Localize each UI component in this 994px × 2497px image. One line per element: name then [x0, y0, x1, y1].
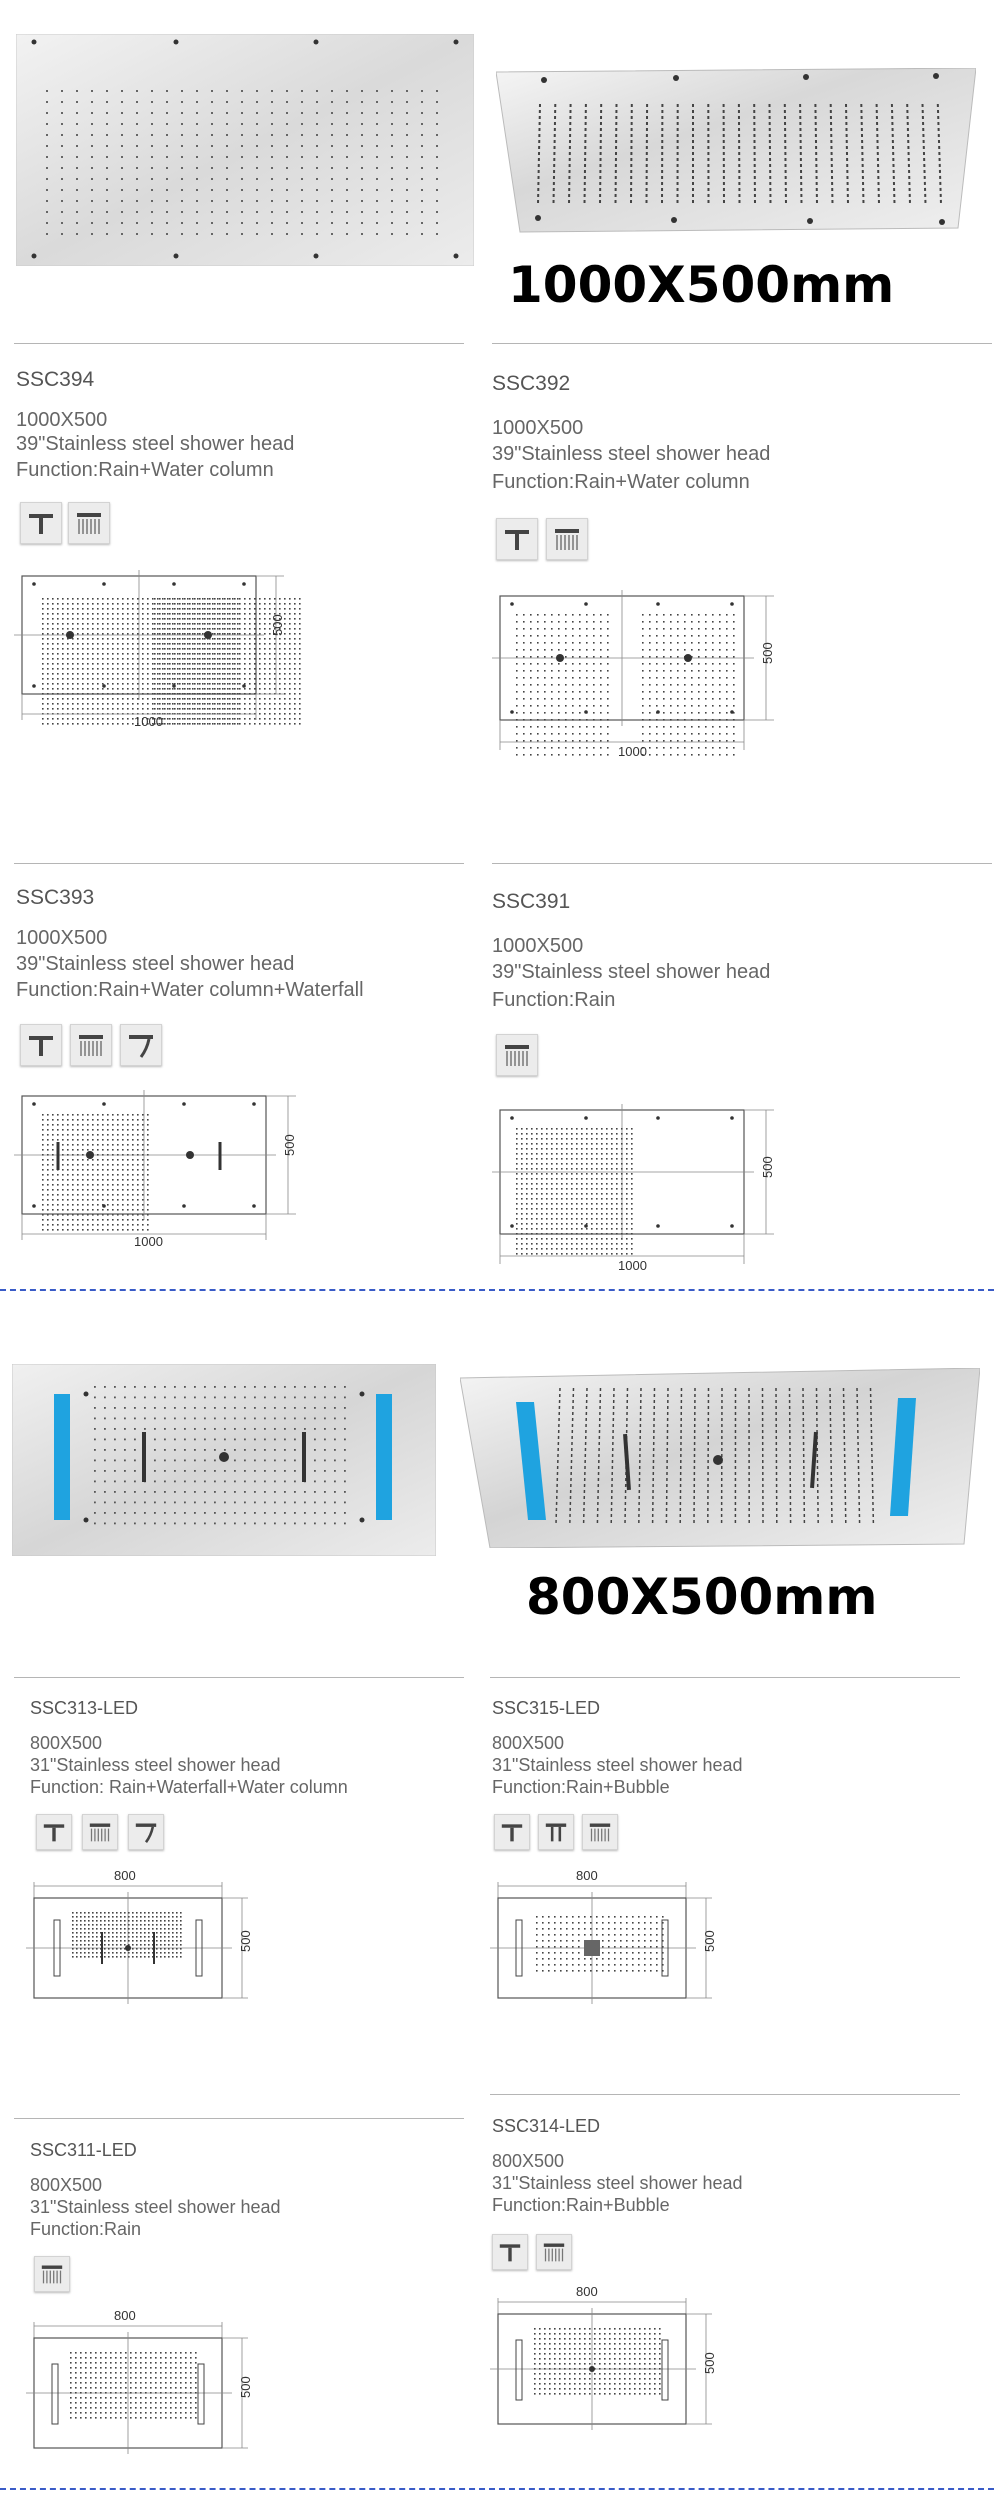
- rain-shower-icon: [20, 502, 62, 544]
- width-dimension: 1000: [618, 1258, 647, 1273]
- rain-shower-icon: [20, 1024, 62, 1066]
- width-dimension: 800: [114, 2308, 136, 2323]
- width-dimension: 1000: [134, 714, 163, 729]
- water-column-icon: [82, 1814, 118, 1850]
- product-code: SSC315-LED: [492, 1698, 601, 1718]
- product-size: 800X500: [30, 2175, 103, 2195]
- product-code: SSC311-LED: [30, 2140, 137, 2160]
- rain-shower-icon: [36, 1814, 72, 1850]
- product-description: 31"Stainless steel shower head: [30, 2197, 281, 2217]
- product-description: 39"Stainless steel shower head: [492, 443, 771, 465]
- height-dimension: 500: [702, 2352, 717, 2374]
- product-description: 31"Stainless steel shower head: [30, 1755, 281, 1775]
- product-code: SSC393: [16, 886, 95, 909]
- divider: [14, 2118, 464, 2119]
- divider: [14, 1677, 464, 1678]
- product-function: Function:Rain: [492, 989, 616, 1011]
- product-function: Function:Rain+Water column+Waterfall: [16, 979, 364, 1001]
- technical-drawing: [490, 1868, 720, 2008]
- water-column-icon: [546, 518, 588, 560]
- divider: [492, 343, 992, 344]
- product-description: 39"Stainless steel shower head: [16, 433, 295, 455]
- product-function: Function:Rain: [30, 2219, 142, 2239]
- height-dimension: 500: [760, 642, 775, 664]
- divider: [14, 863, 464, 864]
- product-code: SSC313-LED: [30, 1698, 139, 1718]
- product-code: SSC314-LED: [492, 2116, 601, 2136]
- divider: [490, 1677, 960, 1678]
- product-function: Function:Rain+Bubble: [492, 1777, 670, 1797]
- water-column-icon: [582, 1814, 618, 1850]
- technical-drawing: [492, 1104, 792, 1274]
- height-dimension: 500: [760, 1156, 775, 1178]
- water-column-icon: [68, 502, 110, 544]
- technical-drawing: [26, 2308, 256, 2458]
- rain-shower-icon: [492, 2234, 528, 2270]
- product-code: SSC394: [16, 368, 95, 391]
- rain-shower-icon: [496, 518, 538, 560]
- height-dimension: 500: [238, 1930, 253, 1952]
- product-size: 800X500: [492, 2151, 565, 2171]
- size-heading: 800X500mm: [526, 1568, 878, 1626]
- product-size: 1000X500: [16, 409, 108, 431]
- width-dimension: 800: [576, 1868, 598, 1883]
- technical-drawing: [14, 1090, 314, 1250]
- water-column-icon: [496, 1034, 538, 1076]
- product-size: 1000X500: [492, 417, 584, 439]
- waterfall-icon: [120, 1024, 162, 1066]
- product-description: 31"Stainless steel shower head: [492, 1755, 743, 1775]
- water-column-icon: [536, 2234, 572, 2270]
- product-function: Function:Rain+Water column: [492, 471, 750, 493]
- product-photo-flat-1000: [16, 34, 474, 266]
- width-dimension: 1000: [134, 1234, 163, 1249]
- width-dimension: 800: [114, 1868, 136, 1883]
- product-description: 31"Stainless steel shower head: [492, 2173, 743, 2193]
- technical-drawing: [492, 590, 792, 760]
- product-size: 800X500: [30, 1733, 103, 1753]
- waterfall-icon: [128, 1814, 164, 1850]
- divider: [492, 863, 992, 864]
- product-function: Function: Rain+Waterfall+Water column: [30, 1777, 348, 1797]
- product-photo-angled-1000: [496, 68, 976, 238]
- product-code: SSC392: [492, 372, 571, 395]
- size-heading: 1000X500mm: [508, 256, 895, 314]
- product-photo-angled-800-led: [460, 1368, 980, 1548]
- technical-drawing: [14, 570, 304, 730]
- product-size: 800X500: [492, 1733, 565, 1753]
- divider: [490, 2094, 960, 2095]
- divider: [14, 343, 464, 344]
- height-dimension: 500: [238, 2376, 253, 2398]
- technical-drawing: [490, 2284, 720, 2434]
- section-divider: [0, 2488, 994, 2490]
- product-size: 1000X500: [16, 927, 108, 949]
- height-dimension: 500: [270, 614, 285, 636]
- water-column-icon: [34, 2256, 70, 2292]
- height-dimension: 500: [702, 1930, 717, 1952]
- height-dimension: 500: [282, 1134, 297, 1156]
- product-function: Function:Rain+Water column: [16, 459, 274, 481]
- rain-shower-icon: [494, 1814, 530, 1850]
- product-function: Function:Rain+Bubble: [492, 2195, 670, 2215]
- technical-drawing: [26, 1868, 256, 2008]
- product-description: 39"Stainless steel shower head: [16, 953, 295, 975]
- product-code: SSC391: [492, 890, 571, 913]
- bubble-icon: [538, 1814, 574, 1850]
- width-dimension: 800: [576, 2284, 598, 2299]
- width-dimension: 1000: [618, 744, 647, 759]
- water-column-icon: [70, 1024, 112, 1066]
- section-divider: [0, 1289, 994, 1291]
- product-size: 1000X500: [492, 935, 584, 957]
- product-photo-flat-800-led: [12, 1364, 436, 1556]
- product-description: 39"Stainless steel shower head: [492, 961, 771, 983]
